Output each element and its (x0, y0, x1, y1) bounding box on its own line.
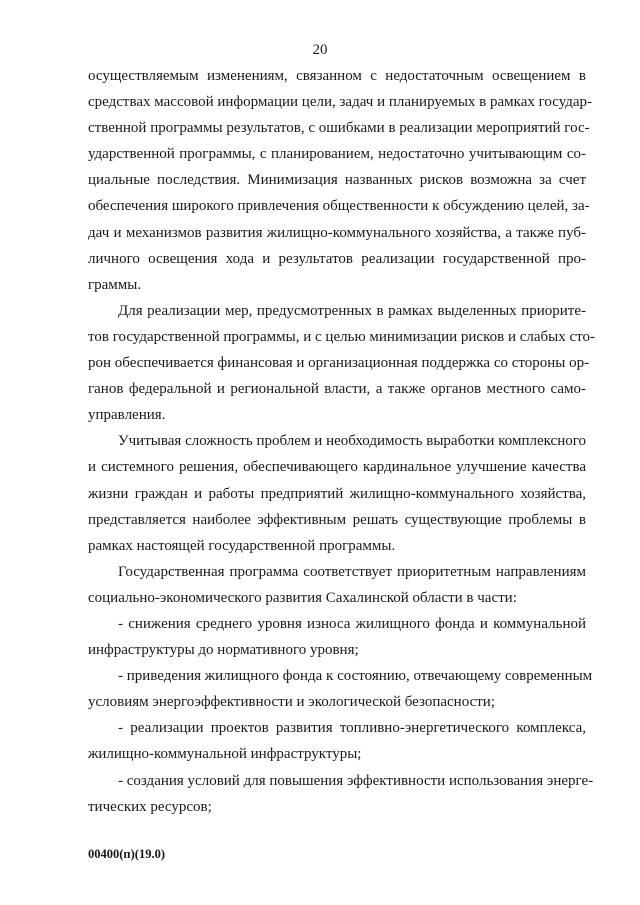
list-item (88, 663, 593, 715)
text-line: жилищно-коммунальной инфраструктуры; (88, 746, 362, 763)
text-line: Государственная программа соответствует приоритетным направлениям (118, 563, 586, 580)
text-line: осуществляемым изменениям, связанном с недостаточным освещением в (88, 68, 586, 84)
list-item (88, 715, 586, 767)
document-code: 00400(п)(19.0) (88, 847, 165, 861)
text-line: личного освещения хода и результатов реализации государственной про- (88, 250, 586, 267)
paragraph (88, 298, 595, 428)
text-line: ственной программы результатов, с ошибками в реализации мероприятий гос- (88, 120, 590, 137)
text-line: граммы. (88, 276, 142, 293)
list-item (88, 768, 594, 820)
text-line: ганов федеральной и региональной власти, а также органов местного само- (88, 381, 586, 398)
body-text (88, 63, 595, 820)
text-line: условиям энергоэффективности и экологической безопасности; (88, 694, 495, 711)
text-line: - снижения среднего уровня износа жилищного фонда и коммунальной (118, 615, 586, 632)
text-line: ударственной программы, с планированием, недостаточно учитывающим со- (88, 146, 586, 163)
list-item (88, 611, 586, 663)
text-line: представляется наиболее эффективным решать существующие проблемы в (88, 511, 586, 528)
paragraph (88, 428, 586, 558)
text-line: социально-экономического развития Сахалинской области в части: (88, 589, 517, 606)
text-line: - приведения жилищного фонда к состоянию, отвечающему современным (118, 668, 593, 685)
text-line: рон обеспечивается финансовая и организационная поддержка со стороны ор- (88, 355, 590, 372)
paragraph (88, 63, 593, 298)
text-line: Для реализации мер, предусмотренных в рамках выделенных приорите- (118, 302, 586, 319)
page-number: 20 (312, 42, 328, 58)
text-line: обеспечения широкого привлечения общественности к обсуждению целей, за- (88, 198, 590, 215)
text-line: Учитывая сложность проблем и необходимость выработки комплексного (118, 433, 586, 450)
text-line: и системного решения, обеспечивающего кардинальное улучшение качества (88, 459, 586, 476)
text-line: тических ресурсов; (88, 798, 212, 815)
text-line: дач и механизмов развития жилищно-коммунального хозяйства, а также пуб- (88, 224, 586, 241)
text-line: - реализации проектов развития топливно-энергетического комплекса, (118, 720, 586, 737)
text-line: жизни граждан и работы предприятий жилищно-коммунального хозяйства, (88, 485, 586, 502)
text-line: рамках настоящей государственной программы. (88, 537, 396, 554)
text-line: - создания условий для повышения эффективности использования энерге- (118, 772, 594, 789)
text-line: циальные последствия. Минимизация названных рисков возможна за счет (88, 172, 586, 189)
text-line: средствах массовой информации цели, задач и планируемых в рамках государ- (88, 94, 593, 111)
text-line: тов государственной программы, и с целью минимизации рисков и слабых сто- (88, 328, 595, 345)
paragraph (88, 559, 586, 611)
text-line: инфраструктуры до нормативного уровня; (88, 642, 359, 659)
text-line: управления. (88, 407, 166, 424)
